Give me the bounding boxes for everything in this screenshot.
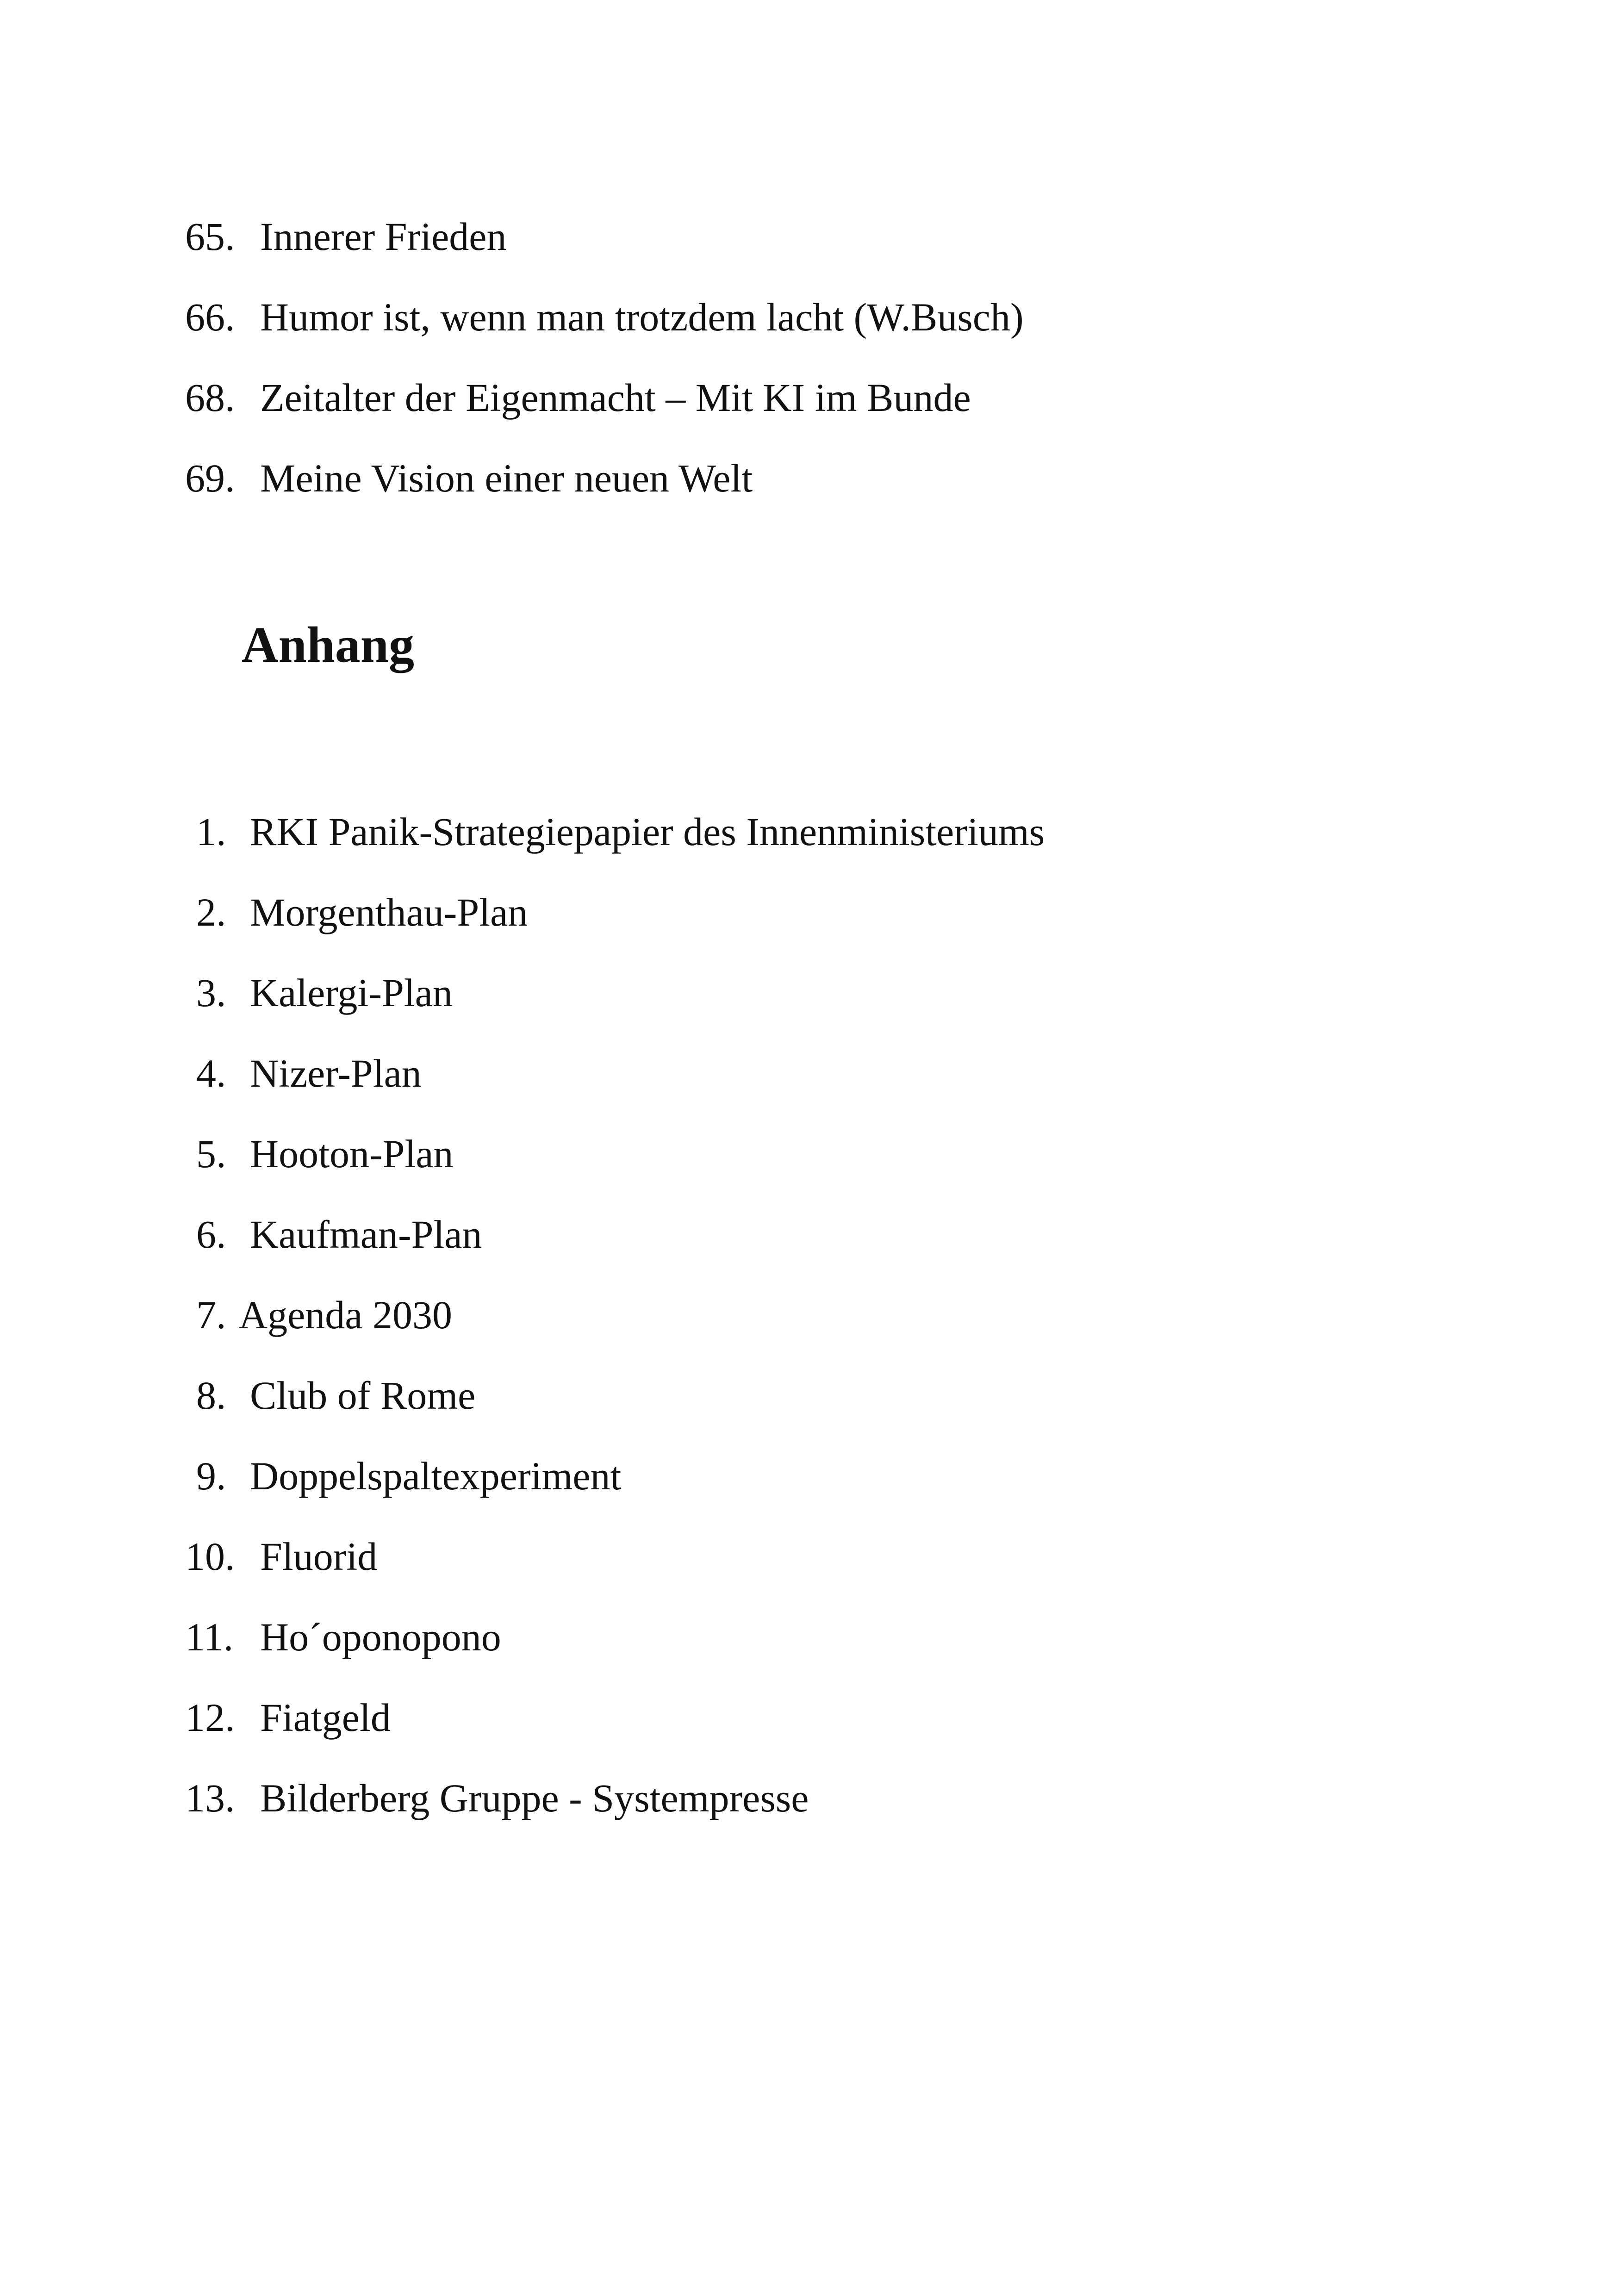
appendix-item-title: Kaufman-Plan — [250, 1212, 482, 1257]
appendix-item-number: 3. — [196, 971, 226, 1015]
toc-entry-number: 68. — [185, 375, 235, 420]
appendix-item-title: Doppelspaltexperiment — [250, 1454, 622, 1498]
appendix-item-number: 12. — [185, 1695, 235, 1740]
appendix-item — [185, 1773, 809, 1823]
appendix-item-title: Club of Rome — [250, 1373, 476, 1418]
toc-entry-title: Innerer Frieden — [260, 214, 507, 259]
toc-entry-title: Humor ist, wenn man trotzdem lacht (W.Busch) — [260, 295, 1024, 339]
appendix-item-number: 6. — [196, 1212, 226, 1257]
toc-entry-title: Meine Vision einer neuen Welt — [260, 456, 753, 500]
toc-entry — [185, 211, 507, 262]
appendix-item-title: Hooton-Plan — [250, 1132, 454, 1176]
appendix-item-number: 2. — [196, 890, 226, 934]
appendix-item — [196, 806, 1045, 857]
appendix-item-title: Nizer-Plan — [250, 1051, 422, 1095]
toc-entry-number: 66. — [185, 295, 235, 339]
appendix-item-number: 1. — [196, 809, 226, 854]
appendix-item-title: Morgenthau-Plan — [250, 890, 528, 934]
toc-entry — [185, 292, 1024, 342]
appendix-heading: Anhang — [242, 616, 414, 673]
appendix-item — [196, 967, 453, 1018]
toc-entry — [185, 453, 753, 504]
toc-entry-title: Zeitalter der Eigenmacht – Mit KI im Bunde — [260, 375, 971, 420]
appendix-item-number: 9. — [196, 1454, 226, 1498]
appendix-item-title: Ho´oponopono — [260, 1615, 501, 1659]
appendix-item-number: 8. — [196, 1373, 226, 1418]
appendix-item-title: RKI Panik-Strategiepapier des Innenministeriums — [250, 809, 1045, 854]
appendix-item-number: 11. — [185, 1615, 234, 1659]
appendix-item-number: 10. — [185, 1534, 235, 1579]
appendix-item — [196, 1048, 422, 1099]
appendix-item — [196, 1450, 622, 1501]
appendix-item — [196, 887, 528, 938]
appendix-item-title: Fluorid — [260, 1534, 378, 1579]
appendix-item — [185, 1612, 501, 1662]
appendix-item-title: Kalergi-Plan — [250, 971, 453, 1015]
appendix-item-number: 5. — [196, 1132, 226, 1176]
appendix-item — [196, 1370, 476, 1421]
appendix-item-title: Bilderberg Gruppe - Systempresse — [260, 1776, 809, 1820]
appendix-item — [185, 1692, 391, 1743]
appendix-item-title: Agenda 2030 — [239, 1293, 452, 1337]
toc-entry-number: 65. — [185, 214, 235, 259]
appendix-item-number: 4. — [196, 1051, 226, 1095]
toc-entry-number: 69. — [185, 456, 235, 500]
appendix-item — [196, 1209, 482, 1260]
appendix-item — [196, 1128, 454, 1179]
appendix-item-number: 13. — [185, 1776, 235, 1820]
appendix-item-title: Fiatgeld — [260, 1695, 391, 1740]
appendix-item — [196, 1289, 452, 1340]
toc-entry — [185, 372, 971, 423]
appendix-item — [185, 1531, 378, 1582]
appendix-item-number: 7. — [196, 1293, 226, 1337]
